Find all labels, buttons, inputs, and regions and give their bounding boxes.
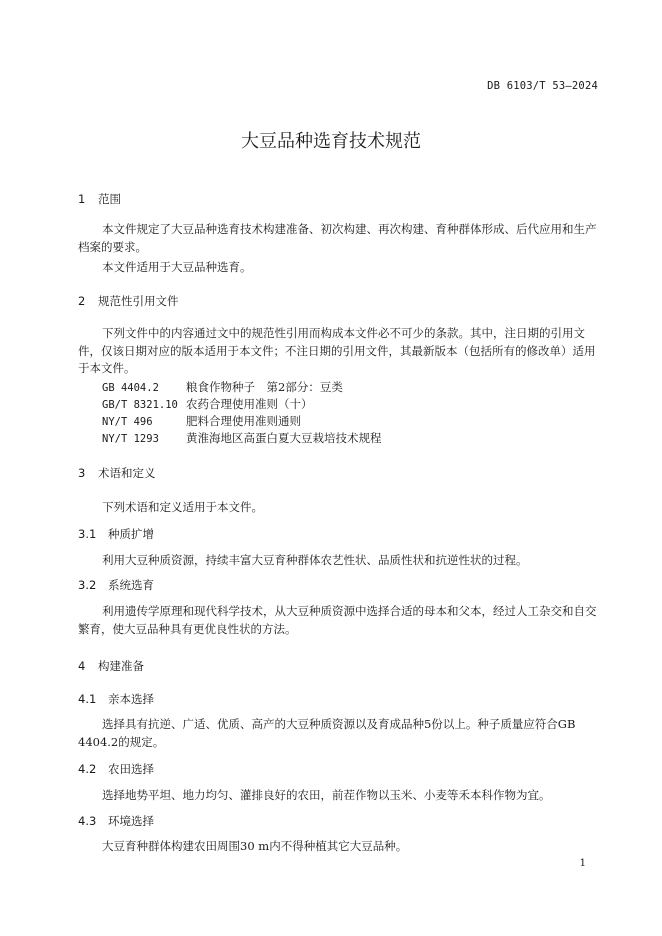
- section-number: 4: [78, 659, 86, 673]
- reference-code: NY/T 1293: [102, 433, 159, 445]
- section-2-heading: [78, 293, 179, 309]
- page-number: 1: [579, 858, 586, 869]
- section-4-1-heading: [78, 691, 154, 707]
- section-1-paragraph-1: 本文件规定了大豆品种选育技术构建准备、初次构建、再次构建、育种群体形成、后代应用和生产档案的要求。: [78, 222, 597, 254]
- section-title: 范围: [98, 192, 121, 206]
- section-title: 术语和定义: [98, 466, 156, 480]
- reference-code: GB/T 8321.10: [102, 399, 178, 411]
- section-number: 2: [78, 294, 86, 308]
- section-3-intro: 下列术语和定义适用于本文件。: [102, 500, 263, 514]
- reference-code: NY/T 496: [102, 416, 153, 428]
- section-1-paragraph-2: 本文件适用于大豆品种选育。: [102, 260, 252, 274]
- section-2-intro: 下列文件中的内容通过文中的规范性引用而构成本文件必不可少的条款。其中，注日期的引用文件，仅该日期对应的版本适用于本文件；不注日期的引用文件，其最新版本（包括所有的修改单）适用于本文件。: [78, 326, 596, 375]
- section-3-1-text: 利用大豆种质资源，持续丰富大豆育种群体农艺性状、品质性状和抗逆性状的过程。: [102, 553, 528, 567]
- section-title: 环境选择: [108, 814, 154, 828]
- section-4-3-heading: [78, 813, 154, 829]
- section-3-2-heading: [78, 577, 154, 593]
- reference-item: [102, 396, 313, 412]
- section-title: 系统选育: [108, 578, 154, 592]
- section-number: 4.3: [78, 814, 97, 828]
- section-4-3-text: 大豆育种群体构建农田周围30 m内不得种植其它大豆品种。: [102, 839, 408, 853]
- section-title: 农田选择: [108, 762, 154, 776]
- section-4-1-text: 选择具有抗逆、广适、优质、高产的大豆种质资源以及育成品种5份以上。种子质量应符合GB 4404.2的规定。: [78, 717, 576, 749]
- reference-title: 黄淮海地区高蛋白夏大豆栽培技术规程: [186, 431, 382, 445]
- section-3-heading: [78, 465, 156, 481]
- section-3-1-heading: [78, 526, 154, 542]
- reference-title: 农药合理使用准则（十）: [186, 397, 313, 411]
- section-number: 3.2: [78, 578, 97, 592]
- reference-title: 肥料合理使用准则通则: [186, 414, 301, 428]
- reference-item: [102, 430, 382, 446]
- section-number: 3.1: [78, 527, 97, 541]
- section-title: 种质扩增: [108, 527, 154, 541]
- section-number: 4.1: [78, 692, 97, 706]
- reference-item: [102, 413, 301, 429]
- section-number: 1: [78, 192, 86, 206]
- section-title: 亲本选择: [108, 692, 154, 706]
- document-number: DB 6103/T 53—2024: [487, 80, 598, 92]
- section-title: 规范性引用文件: [98, 294, 179, 308]
- reference-title: 粮食作物种子 第2部分：豆类: [186, 380, 343, 394]
- section-title: 构建准备: [98, 659, 144, 673]
- reference-item: [102, 379, 343, 395]
- section-number: 3: [78, 466, 86, 480]
- section-4-2-heading: [78, 761, 154, 777]
- section-4-heading: [78, 658, 144, 674]
- page-title: 大豆品种选育技术规范: [241, 131, 421, 152]
- section-4-2-text: 选择地势平坦、地力均匀、灌排良好的农田，前茬作物以玉米、小麦等禾本科作物为宜。: [102, 788, 551, 802]
- section-3-2-text: 利用遗传学原理和现代科学技术，从大豆种质资源中选择合适的母本和父本，经过人工杂交和自交繁育，使大豆品种具有更优良性状的方法。: [78, 604, 597, 636]
- reference-code: GB 4404.2: [102, 382, 159, 394]
- section-number: 4.2: [78, 762, 97, 776]
- section-1-heading: [78, 191, 121, 207]
